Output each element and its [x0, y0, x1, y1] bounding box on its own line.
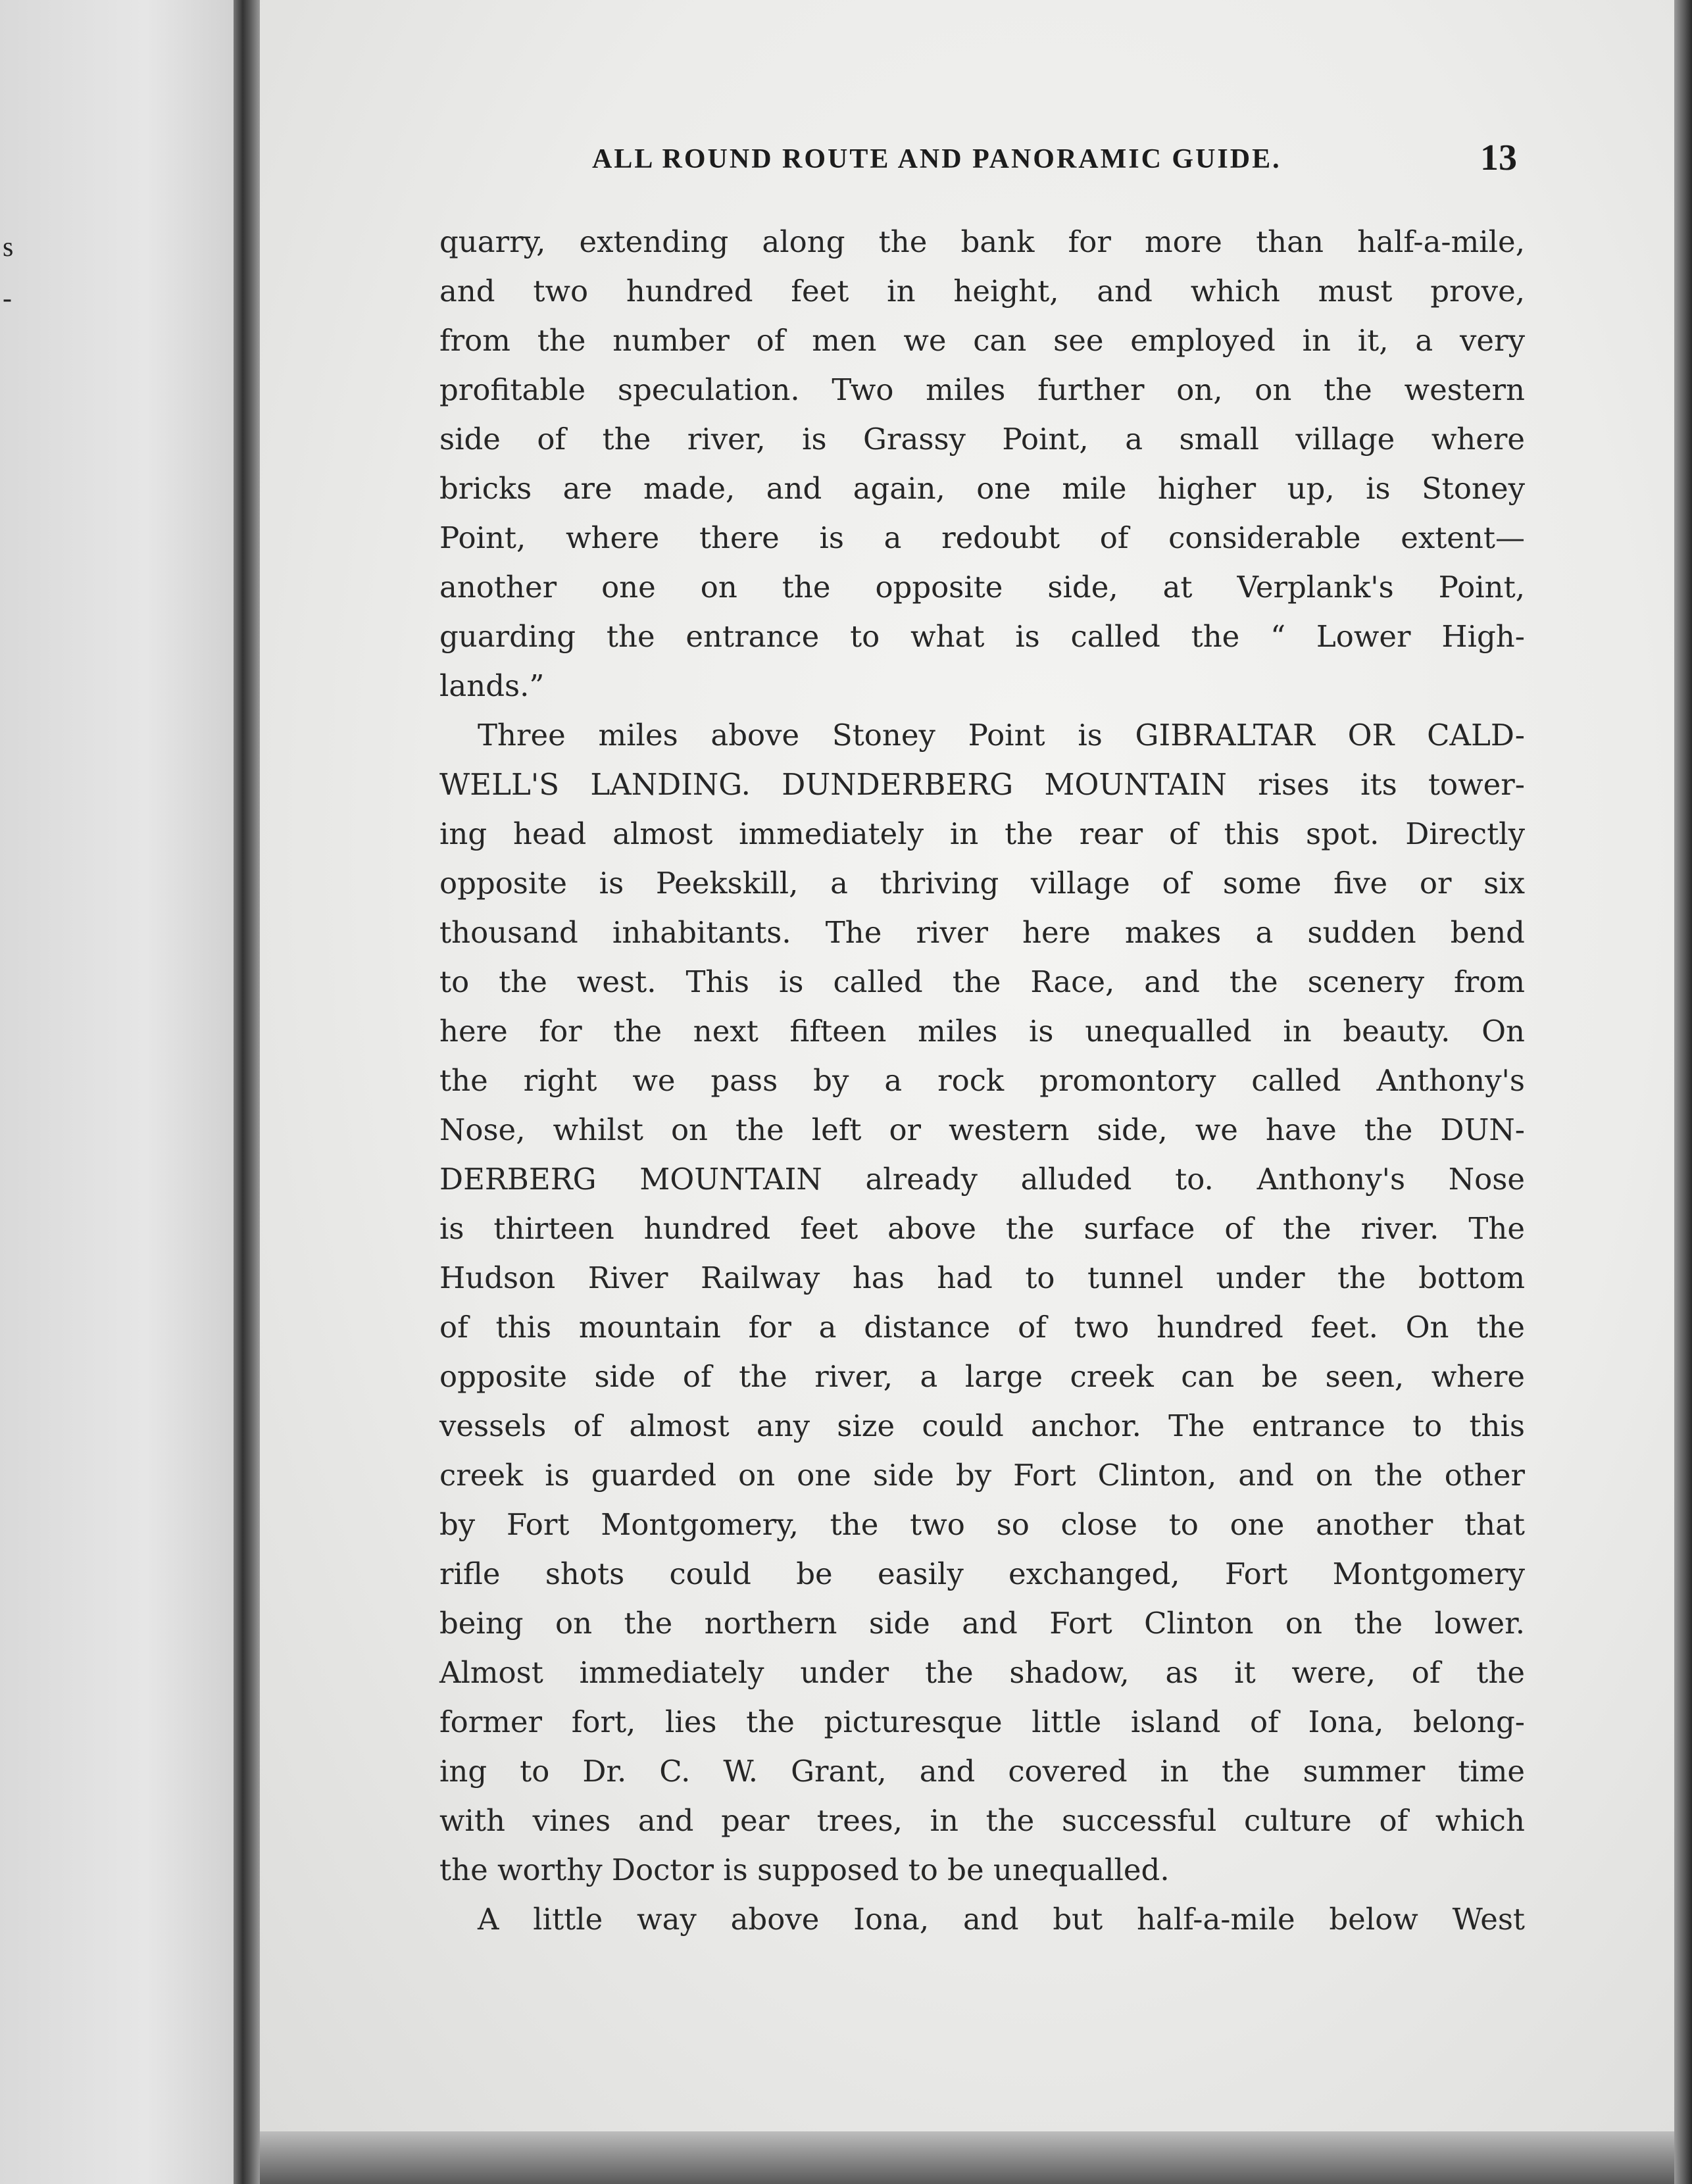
text-line: Almost immediately under the shadow, as it were, of the — [439, 1655, 1525, 1690]
text-line: rifle shots could be easily exchanged, Fort Montgomery — [439, 1556, 1525, 1591]
page-bottom-edge — [260, 2131, 1674, 2184]
text-line: ing to Dr. C. W. Grant, and covered in the summer time — [439, 1754, 1525, 1789]
text-line: bricks are made, and again, one mile higher up, is Stoney — [439, 471, 1525, 506]
text-line: here for the next fifteen miles is unequalled in beauty. On — [439, 1014, 1525, 1049]
text-line: the worthy Doctor is supposed to be unequalled. — [439, 1852, 1170, 1887]
text-line: to the west. This is called the Race, and the scenery from — [439, 964, 1525, 999]
text-line: Hudson River Railway has had to tunnel under the bottom — [439, 1260, 1525, 1295]
text-line: being on the northern side and Fort Clinton on the lower. — [439, 1606, 1525, 1641]
text-line: A little way above Iona, and but half-a-mile below West — [478, 1902, 1525, 1937]
text-line: lands.” — [439, 668, 545, 703]
text-line: Nose, whilst on the left or western side, we have the DUN- — [439, 1112, 1525, 1147]
text-line: and two hundred feet in height, and which must prove, — [439, 274, 1525, 309]
text-line: with vines and pear trees, in the successful culture of which — [439, 1803, 1525, 1838]
text-line: quarry, extending along the bank for more than half-a-mile, — [439, 224, 1525, 259]
running-head-title: ALL ROUND ROUTE AND PANORAMIC GUIDE. — [592, 144, 1281, 174]
text-line: creek is guarded on one side by Fort Clinton, and on the other — [439, 1458, 1525, 1493]
text-line: opposite side of the river, a large creek can be seen, where — [439, 1359, 1525, 1394]
text-line: guarding the entrance to what is called the “ Lower High- — [439, 619, 1525, 654]
text-line: former fort, lies the picturesque little island of Iona, belong- — [439, 1704, 1525, 1739]
book-gutter — [234, 0, 260, 2184]
text-line: another one on the opposite side, at Verplank's Point, — [439, 570, 1525, 605]
previous-page-fragment: s — [3, 232, 14, 262]
text-line: the right we pass by a rock promontory called Anthony's — [439, 1063, 1525, 1098]
text-line: Point, where there is a redoubt of considerable extent— — [439, 520, 1525, 555]
text-line: Three miles above Stoney Point is GIBRALTAR OR CALD- — [478, 718, 1525, 753]
text-line: thousand inhabitants. The river here makes a sudden bend — [439, 915, 1525, 950]
text-line: is thirteen hundred feet above the surface of the river. The — [439, 1211, 1525, 1246]
text-line: vessels of almost any size could anchor. The entrance to this — [439, 1408, 1525, 1443]
text-line: DERBERG MOUNTAIN already alluded to. Anthony's Nose — [439, 1162, 1525, 1197]
text-line: opposite is Peekskill, a thriving village of some five or six — [439, 866, 1525, 901]
text-line: side of the river, is Grassy Point, a small village where — [439, 422, 1525, 457]
page-right-edge — [1674, 0, 1692, 2184]
text-line: of this mountain for a distance of two hundred feet. On the — [439, 1310, 1525, 1345]
body-text — [439, 217, 1525, 1944]
page-number: 13 — [1480, 137, 1517, 178]
previous-page-fragment: - — [3, 284, 12, 314]
text-line: by Fort Montgomery, the two so close to one another that — [439, 1507, 1525, 1542]
text-line: profitable speculation. Two miles further on, on the western — [439, 372, 1525, 407]
text-line: from the number of men we can see employed in it, a very — [439, 323, 1525, 358]
text-line: WELL'S LANDING. DUNDERBERG MOUNTAIN rises its tower- — [439, 767, 1525, 802]
text-line: ing head almost immediately in the rear of this spot. Directly — [439, 816, 1525, 851]
previous-page-edge — [0, 0, 243, 2184]
